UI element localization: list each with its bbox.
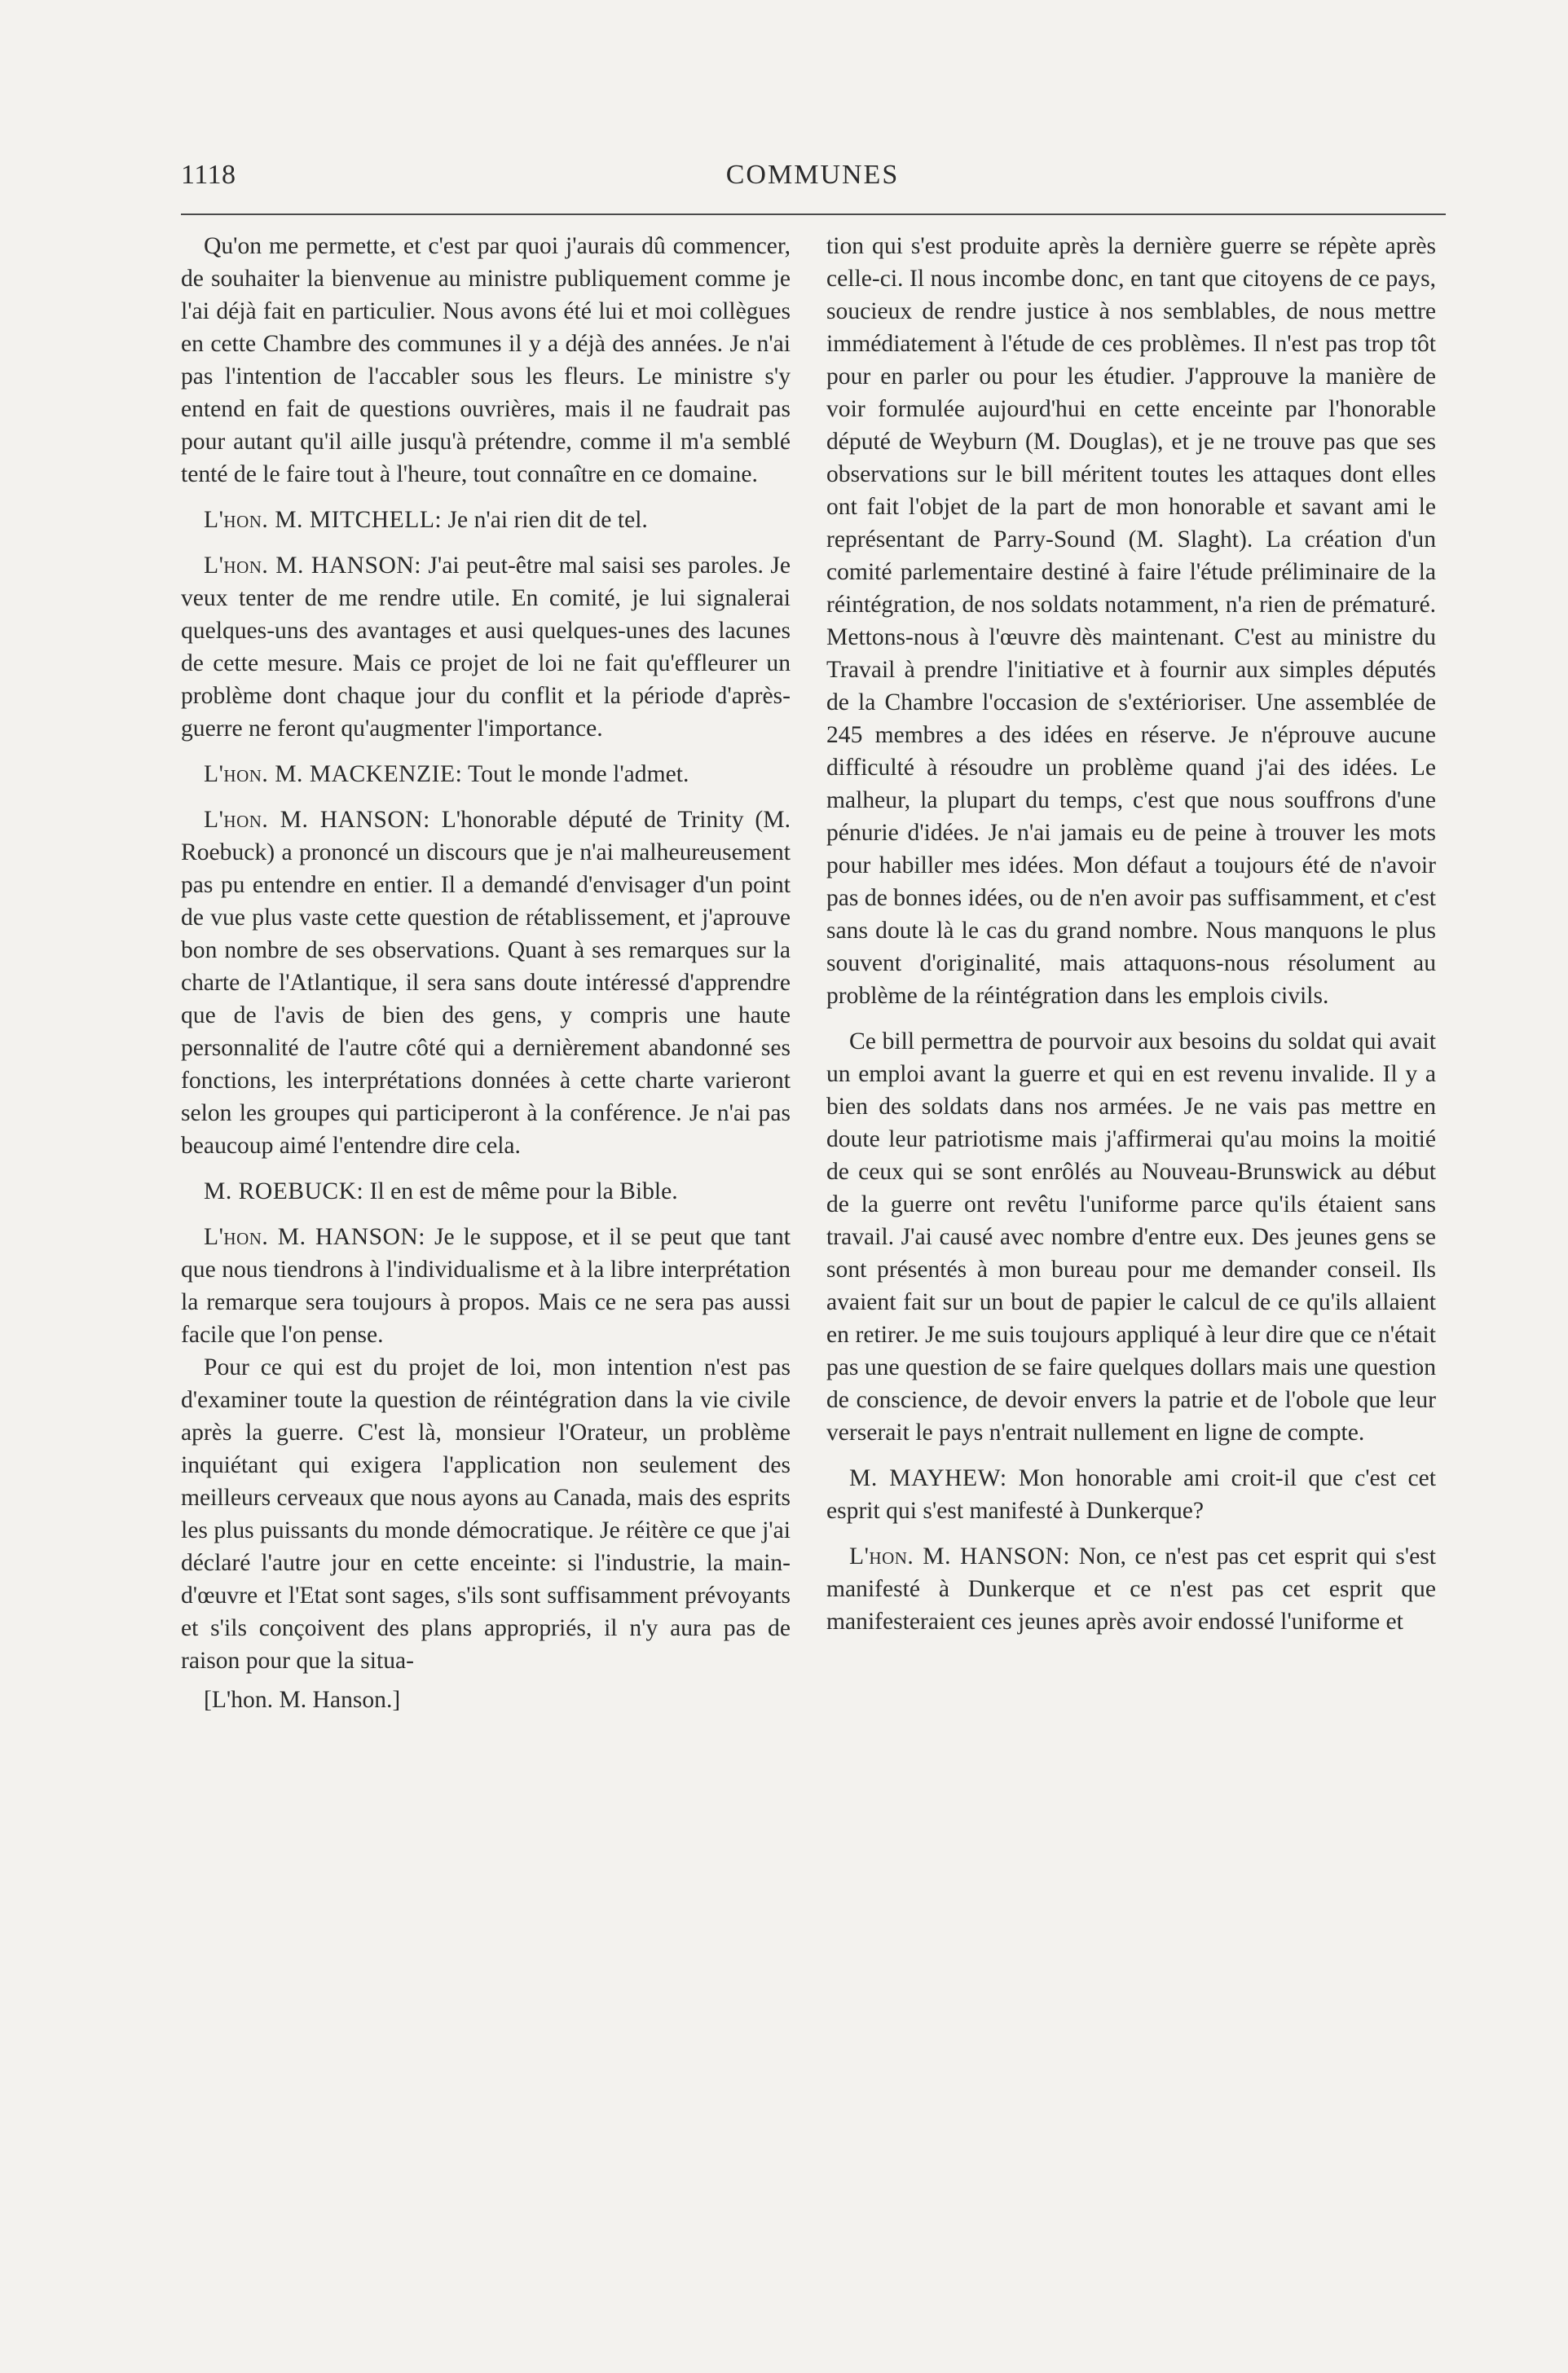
paragraph-text: Mon honorable ami croit-il que c'est cet esprit qui s'est manifesté à Dunkerque? — [826, 1465, 1436, 1524]
speaker-name: L'hon. M. HANSON: — [849, 1543, 1071, 1570]
paragraph — [181, 1351, 791, 1677]
paragraph-text: Ce bill permettra de pourvoir aux besoins du soldat qui avait un emploi avant la guerre et qui en est revenu invalide. Il y a bien des soldats dans nos armées. Je ne vais pas mettre en doute leur patriotisme mais j'affirmerai qu'au moins la moitié de ceux qui se sont enrôlés au Nouveau-Brunswick au début de la guerre ont revêtu l'uniforme parce qu'ils étaient sans travail. J'ai causé avec nombre d'entre eux. Des jeunes gens se sont présentés à mon bureau pour me demander conseil. Ils avaient fait sur un bout de papier le calcul de ce qu'ils allaient en retirer. Je me suis toujours appliqué à leur dire que ce n'était pas une question de se faire quelques dollars mais une question de conscience, de devoir envers la patrie et de l'obole que leur verserait le pays n'entrait nullement en ligne de compte. — [826, 1028, 1436, 1446]
left-column — [181, 230, 791, 1716]
paragraph-text: L'honorable député de Trinity (M. Roebuck) a prononcé un discours que je n'ai malheureusement pas pu entendre en entier. Il a demandé d'envisager d'un point de vue plus vaste cette question de rétablissement, et j'aprouve bon nombre de ses observations. Quant à ses remarques sur la charte de l'Atlantique, il sera sans doute intéressé d'apprendre que de l'avis de bien des gens, y compris une haute personnalité de l'autre côté qui a dernièrement abandonné ses fonctions, les interprétations données à cette charte varieront selon les groupes qui participeront à la conférence. Je n'ai pas beaucoup aimé l'entendre dire cela. — [181, 807, 791, 1159]
paragraph — [181, 803, 791, 1162]
paragraph-text: tion qui s'est produite après la dernière guerre se répète après celle-ci. Il nous incombe donc, en tant que citoyens de ce pays, soucieux de rendre justice à nos semblables, de nous mettre immédiatement à l'étude de ces problèmes. Il n'est pas trop tôt pour en parler ou pour les étudier. J'approuve la manière de voir formulée aujourd'hui en cette enceinte par l'honorable député de Weyburn (M. Douglas), et je ne trouve pas que ses observations sur le bill méritent toutes les attaques dont elles ont fait l'objet de la part de mon honorable et savant ami le représentant de Parry-Sound (M. Slaght). La création d'un comité parlementaire destiné à faire l'étude préliminaire de la réintégration, de nos soldats notamment, n'a rien de prématuré. Mettons-nous à l'œuvre dès maintenant. C'est au ministre du Travail à prendre l'initiative et à fournir aux simples députés de la Chambre l'occasion de s'extérioriser. Une assemblée de 245 membres a des idées en réserve. Je n'éprouve aucune difficulté à résoudre un problème quand j'ai des idées. Le malheur, la plupart du temps, c'est que nous souffrons d'une pénurie d'idées. Je n'ai jamais eu de peine à trouver les mots pour habiller mes idées. Mon défaut a toujours été de n'avoir pas de bonnes idées, ou de n'en avoir pas suffisamment, et c'est sans doute là le cas du grand nombre. Nous manquons le plus souvent d'originalité, mais attaquons-nous résolument au problème de la réintégration dans les emplois civils. — [826, 233, 1436, 1009]
speaker-name: M. MAYHEW: — [849, 1465, 1007, 1491]
paragraph-text: Je n'ai rien dit de tel. — [447, 507, 648, 533]
footer-reference: [L'hon. M. Hanson.] — [204, 1687, 401, 1713]
page-number: 1118 — [181, 160, 236, 190]
paragraph-text: Non, ce n'est pas cet esprit qui s'est manifesté à Dunkerque et ce n'est pas cet esprit que manifesteraient ces jeunes après avoir endossé l'uniforme et — [826, 1543, 1437, 1635]
paragraph — [826, 230, 1436, 1012]
speaker-name: L'hon. M. HANSON: — [204, 807, 430, 833]
paragraph — [181, 1175, 791, 1208]
paragraph — [181, 504, 791, 536]
paragraph — [181, 1221, 791, 1351]
right-column — [826, 230, 1436, 1651]
paragraph — [826, 1462, 1436, 1527]
paragraph-text: Je le suppose, et il se peut que tant que nous tiendrons à l'individualisme et à la libre interprétation la remarque sera toujours à propos. Mais ce ne sera pas aussi facile que l'on pense. — [181, 1224, 791, 1348]
speaker-name: M. ROEBUCK: — [204, 1178, 364, 1204]
paragraph — [181, 758, 791, 790]
paragraph — [826, 1540, 1436, 1638]
speaker-name: L'hon. M. MACKENZIE: — [204, 761, 463, 787]
paragraph — [181, 549, 791, 745]
paragraph — [181, 230, 791, 491]
paragraph-text: Il en est de même pour la Bible. — [369, 1178, 678, 1204]
header-rule — [181, 214, 1446, 215]
speaker-name: L'hon. M. MITCHELL: — [204, 507, 443, 533]
speaker-name: L'hon. M. HANSON: — [204, 1224, 425, 1250]
running-title: COMMUNES — [725, 160, 900, 190]
paragraph-text: Qu'on me permette, et c'est par quoi j'aurais dû commencer, de souhaiter la bienvenue au ministre publiquement comme je l'ai déjà fait en particulier. Nous avons été lui et moi collègues en cette Chambre des communes il y a déjà des années. Je n'ai pas l'intention de l'accabler sous les fleurs. Le ministre s'y entend en fait de questions ouvrières, mais il ne faudrait pas pour autant qu'il aille jusqu'à prétendre, comme il m'a semblé tenté de le faire tout à l'heure, tout connaître en ce domaine. — [181, 233, 791, 487]
paragraph-text: J'ai peut-être mal saisi ses paroles. Je veux tenter de me rendre utile. En comité, je lui signalerai quelques-uns des avantages et ausi quelques-unes des lacunes de cette mesure. Mais ce projet de loi ne fait qu'effleurer un problème dont chaque jour du conflit et la période d'après-guerre ne feront qu'augmenter l'importance. — [181, 553, 791, 742]
paragraph-text: Pour ce qui est du projet de loi, mon intention n'est pas d'examiner toute la question de réintégration dans la vie civile après la guerre. C'est là, monsieur l'Orateur, un problème inquiétant qui exigera l'application non seulement des meilleurs cerveaux que nous ayons au Canada, mais des esprits les plus puissants du monde démocratique. Je réitère ce que j'ai déclaré l'autre jour en cette enceinte: si l'industrie, la main-d'œuvre et l'Etat sont sages, s'ils sont suffisamment prévoyants et s'ils conçoivent des plans appropriés, il n'y aura pas de raison pour que la situa- — [181, 1354, 791, 1674]
paragraph-text: Tout le monde l'admet. — [468, 761, 689, 787]
speaker-name: L'hon. M. HANSON: — [204, 553, 421, 579]
paragraph — [826, 1025, 1436, 1449]
